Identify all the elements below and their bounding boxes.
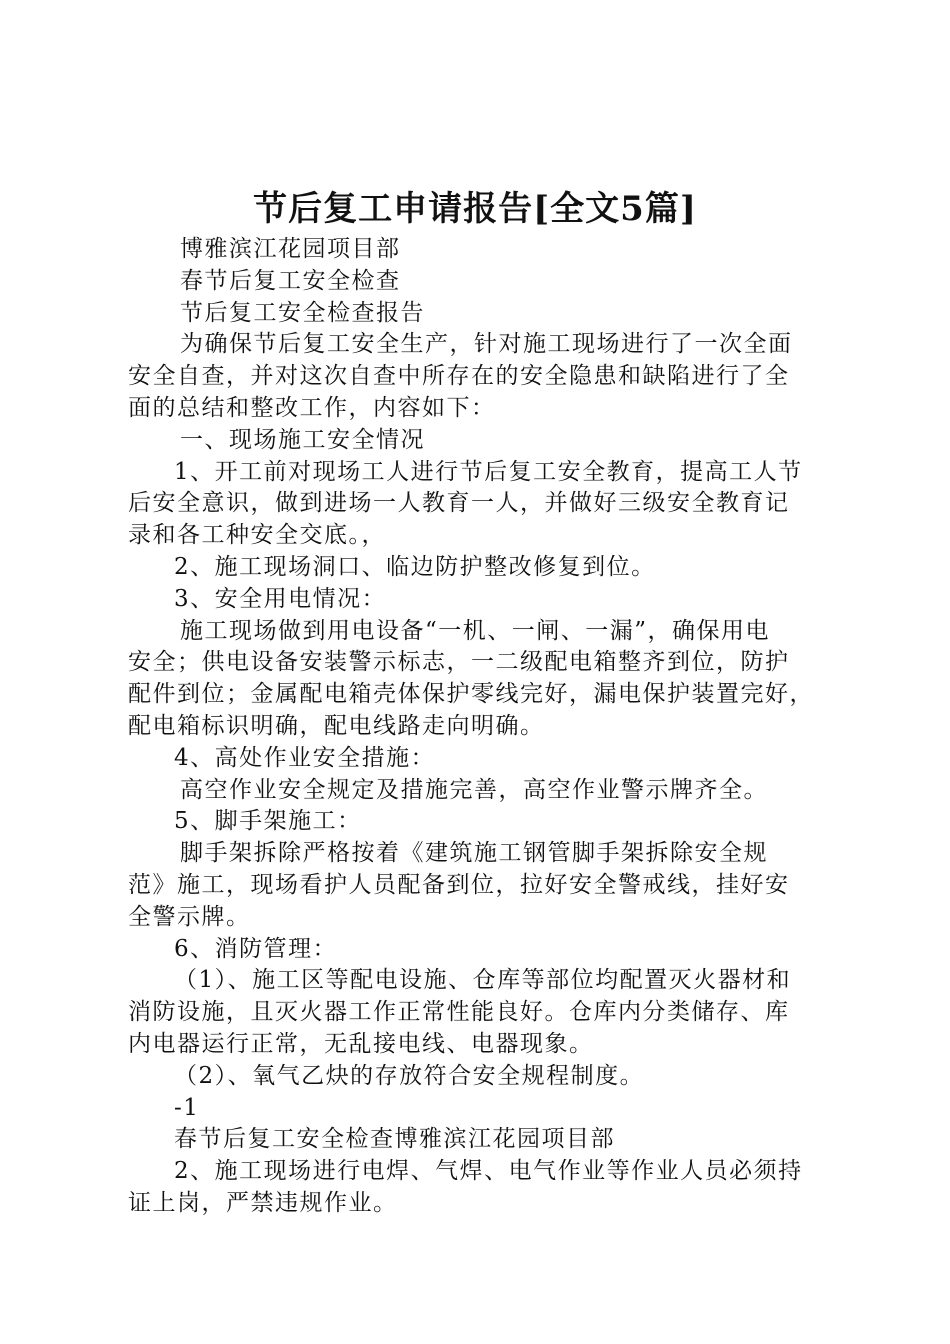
- paragraph-line: 春节后复工安全检查博雅滨江花园项目部: [174, 1126, 615, 1153]
- paragraph-line: 2、施工现场洞口、临边防护整改修复到位。: [174, 553, 656, 580]
- document-title: 节后复工申请报告[全文5篇]: [253, 189, 697, 229]
- paragraph-line: 春节后复工安全检查: [180, 267, 401, 294]
- paragraph-line: 消防设施，且灭火器工作正常性能良好。仓库内分类储存、库: [128, 999, 790, 1026]
- paragraph-line: 1、开工前对现场工人进行节后复工安全教育，提高工人节: [174, 458, 803, 485]
- paragraph-line: （1）、施工区等配电设施、仓库等部位均配置灭火器材和: [174, 967, 792, 994]
- document-body: [128, 234, 828, 1220]
- paragraph-line: 面的总结和整改工作，内容如下：: [128, 394, 496, 421]
- paragraph-line: 4、高处作业安全措施：: [174, 744, 436, 771]
- paragraph-line: 3、安全用电情况：: [174, 585, 387, 612]
- paragraph-line: 安全自查，并对这次自查中所存在的安全隐患和缺陷进行了全: [128, 363, 790, 390]
- paragraph-line: 配电箱标识明确，配电线路走向明确。: [128, 712, 545, 739]
- page-number: -1: [174, 1094, 200, 1121]
- paragraph-line: 6、消防管理：: [174, 935, 338, 962]
- paragraph-line: 内电器运行正常，无乱接电线、电器现象。: [128, 1030, 594, 1057]
- paragraph-line: 2、施工现场进行电焊、气焊、电气作业等作业人员必须持: [174, 1158, 803, 1185]
- paragraph-line: 配件到位；金属配电箱壳体保护零线完好，漏电保护装置完好，: [128, 681, 814, 708]
- paragraph-line: 后安全意识，做到进场一人教育一人，并做好三级安全教育记: [128, 490, 790, 517]
- paragraph-line: 为确保节后复工安全生产，针对施工现场进行了一次全面: [180, 331, 793, 358]
- paragraph-line: 高空作业安全规定及措施完善，高空作业警示牌齐全。: [180, 776, 768, 803]
- paragraph-line: 博雅滨江花园项目部: [180, 236, 401, 262]
- paragraph-line: （2）、氧气乙炔的存放符合安全规程制度。: [174, 1062, 645, 1089]
- section-heading: 一、现场施工安全情况: [180, 426, 425, 453]
- paragraph-line: 全警示牌。: [128, 903, 251, 930]
- paragraph-line: 施工现场做到用电设备“一机、一闸、一漏”，确保用电: [180, 617, 771, 644]
- paragraph-line: 脚手架拆除严格按着《建筑施工钢管脚手架拆除安全规: [180, 840, 768, 867]
- paragraph-line: 证上岗，严禁违规作业。: [128, 1189, 398, 1216]
- paragraph-line: 节后复工安全检查报告: [180, 299, 425, 326]
- paragraph-line: 范》施工，现场看护人员配备到位，拉好安全警戒线，挂好安: [128, 871, 790, 898]
- paragraph-line: 录和各工种安全交底。，: [128, 522, 386, 549]
- paragraph-line: 5、脚手架施工：: [174, 808, 362, 835]
- paragraph-line: 安全；供电设备安装警示标志，一二级配电箱整齐到位，防护: [128, 649, 790, 676]
